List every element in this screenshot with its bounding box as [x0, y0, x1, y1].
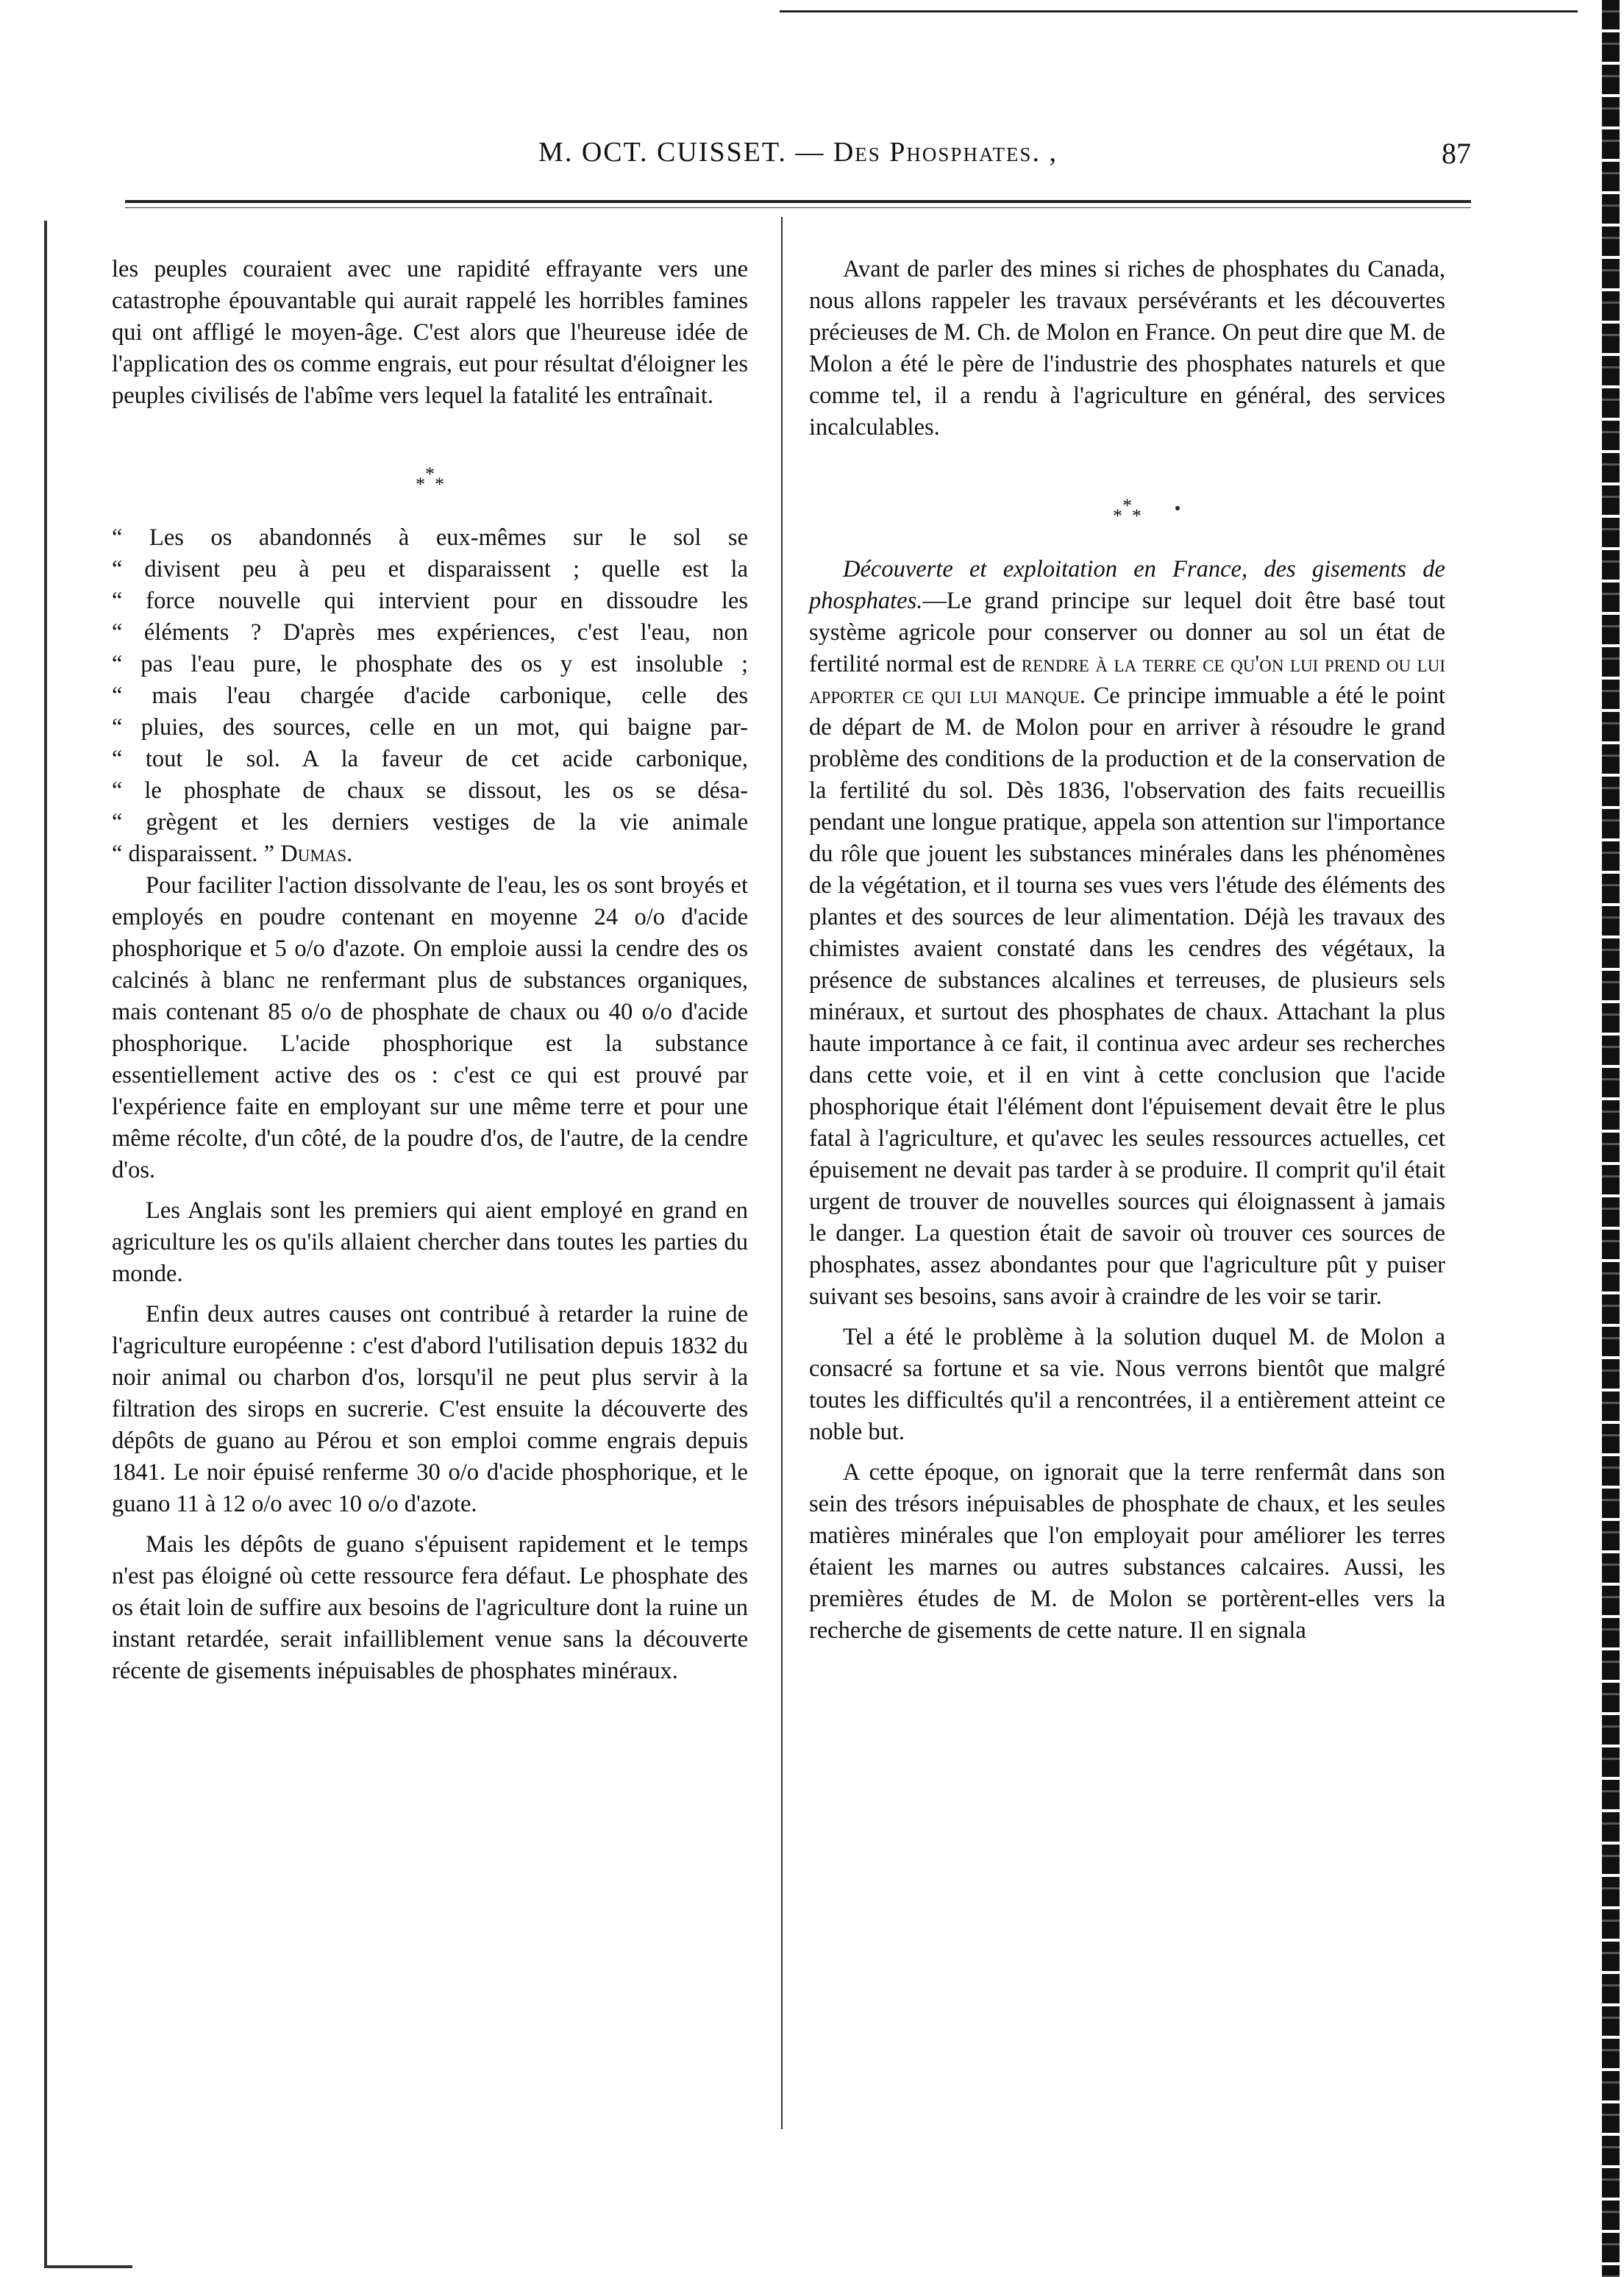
section-separator-stars: [112, 412, 748, 522]
right-paragraph-4: A cette époque, on ignorait que la terre renfermât dans son sein des trésors inépuisables de phosphate de chaux, et les seules matières minérales que l'on employait pour améliorer les terres étaient les marnes ou autres substances calcaires. Aussi, les premières études de M. de Molon se portèrent-elles vers la recherche de gisements de cette nature. Il en signala: [809, 1459, 1445, 1644]
quote-line-last: [112, 838, 748, 870]
scan-right-edge: [1602, 0, 1620, 2277]
section-separator-stars: [809, 443, 1445, 554]
star: *: [425, 463, 435, 485]
right-paragraph-2-text-b: Ce principe immuable a été le point de départ de M. de Molon pour en arriver à résoudre le grand problème des conditions de la production et de la conservation de la fertilité du sol. Dès 1836, l'observation des faits recueillis pendant une longue pratique, appela son attention sur l'importance du rôle que jouent les substances minérales dans les phénomènes de la végétation, et il tourna ses vues vers l'étude des éléments des plantes et des sources de leur alimentation. Déjà les travaux des chimistes avaient constaté dans les cendres des végétaux, la présence de substances alcalines et terreuses, de plusieurs sels minéraux, et surtout des phosphates de chaux. Attachant la plus haute importance à ce fait, il continua avec ardeur ses recherches dans cette voie, et il en vint à cette conclusion que l'acide phosphorique était l'élément dont l'épuisement devait être le plus fatal à l'agriculture, et qu'avec les seules ressources actuelles, cet épuisement ne devait pas tarder à se produire. Il comprit qu'il était urgent de trouver de nouvelles sources qui éloignassent à jamais le danger. La question était de savoir où trouver ces sources de phosphates, assez abondantes pour que l'agriculture pût y puiser suivant ses besoins, sans avoir à craindre de les voir se tarir.: [809, 683, 1445, 1310]
right-paragraph-2: [809, 554, 1445, 1313]
quote-line: “ divisent peu à peu et disparaissent ; quelle est la: [112, 556, 748, 582]
running-title-author: M. OCT. CUISSET. —: [538, 137, 833, 168]
star: *: [1132, 505, 1142, 527]
ink-speck: [1175, 506, 1180, 510]
section-heading: Découverte et exploitation en France, des gisements de phosphates.: [809, 556, 1445, 614]
quote-author: Dumas.: [280, 841, 353, 867]
scan-left-edge: [44, 221, 47, 2265]
quote-line: “ grègent et les derniers vestiges de la vie animale: [112, 809, 748, 835]
left-paragraph-2: Pour faciliter l'action dissolvante de l'eau, les os sont broyés et employés en poudre contenant en moyenne 24 o/o d'acide phosphorique et 5 o/o d'azote. On emploie aussi la cendre des os calcinés à blanc ne renfermant plus de substances organiques, mais contenant 85 o/o de phosphate de chaux ou 40 o/o d'acide phosphorique. L'acide phosphorique est la substance essentiellement active des os : c'est ce qui est prouvé par l'expérience faite en employant sur une même terre et pour une même récolte, d'un côté, de la poudre d'os, de l'autre, de la cendre d'os.: [112, 872, 748, 1183]
right-paragraph-2-text-a: —Le grand principe sur lequel doit être basé tout système agricole pour conserver ou donner au sol un état de fertilité normal est de: [809, 588, 1445, 677]
dumas-quote: [112, 522, 748, 870]
column-divider: [781, 217, 783, 2129]
star: *: [1113, 505, 1122, 527]
left-paragraph-5: Mais les dépôts de guano s'épuisent rapidement et le temps n'est pas éloigné où cette ressource fera défaut. Le phosphate des os était loin de suffire aux besoins de l'agriculture dont la ruine un instant retardée, serait infailliblement venue sans la découverte récente de gisements inépuisables de phosphates minéraux.: [112, 1531, 748, 1684]
star: *: [416, 474, 425, 495]
right-paragraph-3: Tel a été le problème à la solution duquel M. de Molon a consacré sa fortune et sa vie. Nous verrons bientôt que malgré toutes les difficultés qu'il a rencontrées, il a entièrement atteint ce noble but.: [809, 1324, 1445, 1445]
running-title: [125, 136, 1471, 168]
left-paragraph-4: Enfin deux autres causes ont contribué à retarder la ruine de l'agriculture européenne : c'est d'abord l'utilisation depuis 1832 du noir animal ou charbon d'os, lorsqu'il ne peut plus servir à la filtration des sirops en sucrerie. C'est ensuite la découverte des dépôts de guano au Pérou et son emploi comme engrais depuis 1841. Le noir épuisé renferme 30 o/o d'acide phosphorique, et le guano 11 à 12 o/o avec 10 o/o d'azote.: [112, 1301, 748, 1517]
quote-closing-text: “ disparaissent. ”: [112, 841, 281, 867]
principle-small-caps: rendre à la terre ce qu'on lui prend ou lui apporter ce qui lui manque.: [809, 651, 1445, 709]
header-rule: [125, 200, 1471, 208]
star: *: [435, 474, 444, 495]
quote-line: “ tout le sol. A la faveur de cet acide carbonique,: [112, 746, 748, 772]
running-title-subject: Des Phosphates.: [833, 137, 1041, 168]
quote-line: “ pluies, des sources, celle en un mot, qui baigne par-: [112, 714, 748, 741]
right-column: [809, 254, 1445, 1647]
quote-line: “ éléments ? D'après mes expériences, c'est l'eau, non: [112, 619, 748, 646]
quote-line: “ Les os abandonnés à eux-mêmes sur le sol se: [112, 524, 748, 551]
running-head: [125, 136, 1471, 180]
quote-line: “ force nouvelle qui intervient pour en dissoudre les: [112, 588, 748, 614]
left-paragraph-3: Les Anglais sont les premiers qui aient employé en grand en agriculture les os qu'ils allaient chercher dans toutes les parties du monde.: [112, 1197, 748, 1287]
quote-line: “ pas l'eau pure, le phosphate des os y est insoluble ;: [112, 651, 748, 677]
page-number: 87: [1442, 137, 1471, 170]
running-title-suffix: ,: [1040, 137, 1058, 168]
left-column: [112, 254, 748, 1687]
scan-bottom-edge: [44, 2265, 132, 2268]
right-paragraph-1: Avant de parler des mines si riches de phosphates du Canada, nous allons rappeler les travaux persévérants et les découvertes précieuses de M. Ch. de Molon en France. On peut dire que M. de Molon a été le père de l'industrie des phosphates naturels et que comme tel, il a rendu à l'agriculture en général, des services incalculables.: [809, 256, 1445, 441]
scan-top-rule: [780, 10, 1578, 13]
left-paragraph-1: les peuples couraient avec une rapidité effrayante vers une catastrophe épouvantable qui aurait rappelé les horribles famines qui ont affligé le moyen-âge. C'est alors que l'heureuse idée de l'application des os comme engrais, eut pour résultat d'éloigner les peuples civilisés de l'abîme vers lequel la fatalité les entraînait.: [112, 256, 748, 409]
quote-line: “ le phosphate de chaux se dissout, les os se désa-: [112, 777, 748, 804]
quote-line: “ mais l'eau chargée d'acide carbonique, celle des: [112, 683, 748, 709]
star: *: [1122, 495, 1132, 516]
